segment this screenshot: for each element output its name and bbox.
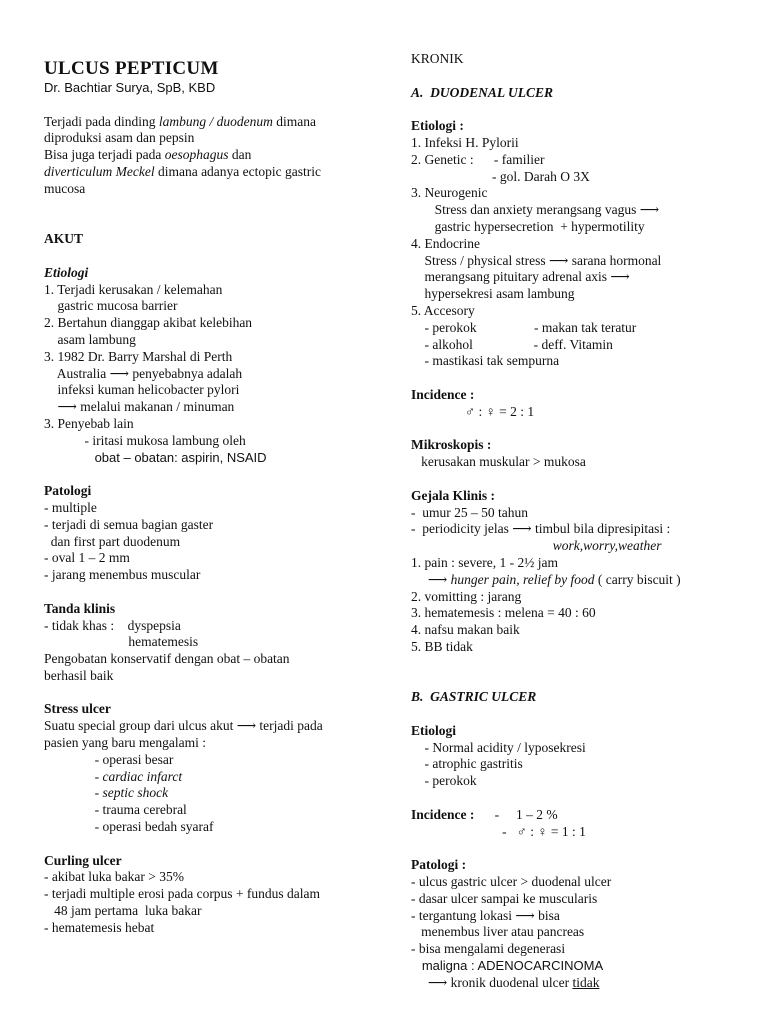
akut-patologi-line: - terjadi di semua bagian gaster (44, 516, 214, 532)
akut-etiologi-line: 2. Bertahun dianggap akibat kelebihan (44, 315, 253, 331)
intro-line-4: diverticulum Meckel dimana adanya ectopic gastric (44, 163, 322, 179)
akut-etiologi-line: - iritasi mukosa lambung oleh (44, 432, 246, 448)
akut-patologi-line: dan first part duodenum (44, 533, 181, 549)
tanda-klinis-line: berhasil baik (44, 667, 114, 683)
duodenal-incidence-heading: Incidence : (411, 386, 475, 402)
duodenal-etiologi-line: 3. Neurogenic (411, 185, 488, 201)
stress-ulcer-line: Suatu special group dari ulcus akut ⟶ terjadi pada (44, 718, 323, 734)
tanda-klinis-line: - tidak khas : dyspepsia (44, 617, 181, 633)
duodenal-etiologi-line: 1. Infeksi H. Pylorii (411, 134, 519, 150)
stress-ulcer-line: pasien yang baru mengalami : (44, 735, 206, 751)
curling-ulcer-line: 48 jam pertama luka bakar (44, 903, 202, 919)
tanda-klinis-line: Pengobatan konservatif dengan obat – obatan (44, 651, 290, 667)
intro-line-5: mucosa (44, 180, 86, 196)
stress-ulcer-line: - operasi besar (44, 751, 174, 767)
duodenal-ulcer-heading: A. DUODENAL ULCER (411, 84, 554, 100)
gejala-klinis-line: 2. vomitting : jarang (411, 588, 522, 604)
gejala-klinis-line: 3. hematemesis : melena = 40 : 60 (411, 605, 596, 621)
gastric-patologi-heading: Patologi : (411, 857, 467, 873)
gastric-etiologi-line: - Normal acidity / lyposekresi (411, 739, 586, 755)
gastric-patologi-line: - dasar ulcer sampai ke muscularis (411, 890, 598, 906)
curling-ulcer-line: - hematemesis hebat (44, 919, 155, 935)
duodenal-etiologi-line: gastric hypersecretion + hypermotility (411, 218, 645, 234)
akut-patologi-line: - jarang menembus muscular (44, 567, 201, 583)
gastric-etiologi-line: - atrophic gastritis (411, 756, 523, 772)
duodenal-etiologi-heading: Etiologi : (411, 118, 464, 134)
gastric-patologi-line: ⟶ kronik duodenal ulcer tidak (411, 974, 600, 990)
tanda-klinis-heading: Tanda klinis (44, 600, 116, 616)
gejala-klinis-line: work,worry,weather (411, 538, 662, 554)
curling-ulcer-heading: Curling ulcer (44, 852, 122, 868)
mikroskopis-value: kerusakan muskular > mukosa (411, 454, 586, 470)
document-title: ULCUS PEPTICUM (44, 58, 219, 79)
intro-line-3: Bisa juga terjadi pada oesophagus dan (44, 147, 252, 163)
duodenal-etiologi-line: - mastikasi tak sempurna (411, 353, 560, 369)
stress-ulcer-line: - cardiac infarct (44, 768, 183, 784)
curling-ulcer-line: - akibat luka bakar > 35% (44, 869, 184, 885)
gastric-etiologi-heading: Etiologi (411, 722, 457, 738)
stress-ulcer-heading: Stress ulcer (44, 701, 111, 717)
gejala-klinis-line: 5. BB tidak (411, 638, 473, 654)
akut-etiologi-heading: Etiologi (44, 264, 89, 280)
gastric-incidence-line: Incidence : - 1 – 2 % (411, 806, 558, 822)
akut-patologi-line: - oval 1 – 2 mm (44, 550, 130, 566)
akut-etiologi-line: obat – obatan: aspirin, NSAID (44, 449, 267, 465)
akut-patologi-line: - multiple (44, 499, 97, 515)
gejala-klinis-line: 1. pain : severe, 1 - 2½ jam (411, 554, 558, 570)
akut-heading: AKUT (44, 231, 84, 247)
gastric-patologi-line: - tergantung lokasi ⟶ bisa (411, 907, 560, 923)
intro-line-1: Terjadi pada dinding lambung / duodenum dimana (44, 113, 317, 129)
akut-etiologi-line: gastric mucosa barrier (44, 298, 178, 314)
right-column (411, 51, 751, 992)
akut-patologi-heading: Patologi (44, 483, 92, 499)
duodenal-incidence-value: ♂ : ♀ = 2 : 1 (411, 403, 535, 419)
akut-etiologi-line: Australia ⟶ penyebabnya adalah (44, 365, 243, 381)
stress-ulcer-line: - septic shock (44, 785, 169, 801)
gastric-patologi-line: maligna : ADENOCARCINOMA (411, 958, 604, 974)
gejala-klinis-line: ⟶ hunger pain, relief by food ( carry biscuit ) (411, 571, 681, 587)
intro-line-2: diproduksi asam dan pepsin (44, 130, 195, 146)
duodenal-etiologi-line: - alkohol - deff. Vitamin (411, 336, 613, 352)
duodenal-etiologi-line: hypersekresi asam lambung (411, 286, 575, 302)
akut-etiologi-line: infeksi kuman helicobacter pylori (44, 382, 240, 398)
kronik-heading: KRONIK (411, 51, 464, 66)
gejala-klinis-line: 4. nafsu makan baik (411, 622, 520, 638)
gastric-patologi-line: menembus liver atau pancreas (411, 924, 585, 940)
gejala-klinis-line: - periodicity jelas ⟶ timbul bila dipresipitasi : (411, 521, 671, 537)
akut-etiologi-line: 3. 1982 Dr. Barry Marshal di Perth (44, 348, 233, 364)
gejala-klinis-heading: Gejala Klinis : (411, 487, 495, 503)
duodenal-etiologi-line: - gol. Darah O 3X (411, 168, 590, 184)
duodenal-etiologi-line: merangsang pituitary adrenal axis ⟶ (411, 269, 630, 285)
stress-ulcer-line: - trauma cerebral (44, 802, 187, 818)
duodenal-etiologi-line: 2. Genetic : - familier (411, 151, 545, 167)
gastric-patologi-line: - bisa mengalami degenerasi (411, 941, 566, 957)
gastric-incidence-line: - ♂ : ♀ = 1 : 1 (411, 823, 586, 839)
duodenal-etiologi-line: Stress dan anxiety merangsang vagus ⟶ (411, 202, 660, 218)
gejala-klinis-line: - umur 25 – 50 tahun (411, 504, 528, 520)
left-column (44, 58, 374, 937)
akut-etiologi-line: asam lambung (44, 331, 136, 347)
duodenal-etiologi-line: 4. Endocrine (411, 235, 480, 251)
akut-etiologi-line: 3. Penyebab lain (44, 415, 134, 431)
gastric-patologi-line: - ulcus gastric ulcer > duodenal ulcer (411, 874, 612, 890)
akut-etiologi-line: 1. Terjadi kerusakan / kelemahan (44, 281, 223, 297)
duodenal-etiologi-line: 5. Accesory (411, 302, 475, 318)
curling-ulcer-line: - terjadi multiple erosi pada corpus + fundus dalam (44, 886, 321, 902)
duodenal-etiologi-line: - perokok - makan tak teratur (411, 319, 637, 335)
akut-etiologi-line: ⟶ melalui makanan / minuman (44, 399, 235, 415)
gastric-etiologi-line: - perokok (411, 773, 477, 789)
gastric-ulcer-heading: B. GASTRIC ULCER (411, 689, 537, 705)
duodenal-etiologi-line: Stress / physical stress ⟶ sarana hormonal (411, 252, 662, 268)
tanda-klinis-line: hematemesis (44, 634, 199, 650)
stress-ulcer-line: - operasi bedah syaraf (44, 819, 214, 835)
mikroskopis-heading: Mikroskopis : (411, 437, 492, 453)
author-line: Dr. Bachtiar Surya, SpB, KBD (44, 80, 216, 95)
